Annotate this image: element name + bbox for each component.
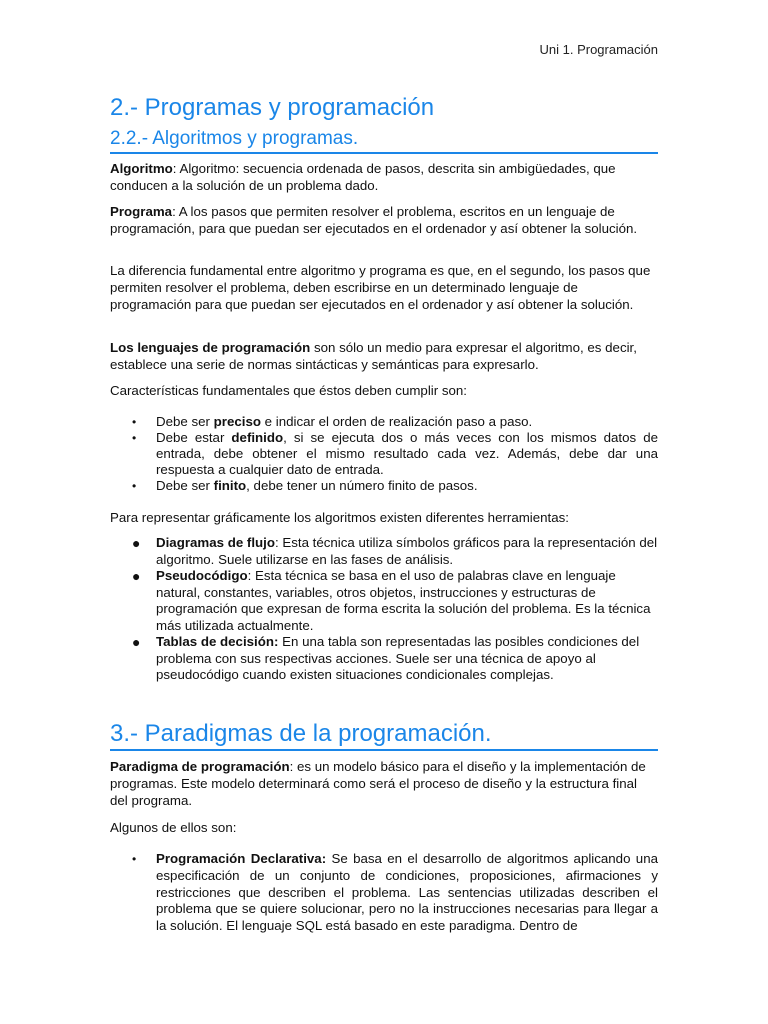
list-item	[110, 478, 658, 494]
running-header: Uni 1. Programación	[539, 42, 658, 57]
item-term: Pseudocódigo	[156, 568, 248, 583]
list-item	[110, 535, 658, 568]
bullet-icon: ●	[132, 568, 141, 584]
text-programa: : A los pasos que permiten resolver el problema, escritos en un lenguaje de programación, para que puedan ser ejecutados en el ordenador y así obtener la solución.	[110, 204, 638, 236]
section-2-2-subtitle: 2.2.- Algoritmos y programas.	[110, 128, 658, 154]
paragraph-paradigma	[110, 758, 658, 809]
list-item	[110, 414, 658, 430]
caracteristicas-list	[110, 414, 658, 494]
term-programa: Programa	[110, 204, 173, 219]
item-post: , debe tener un número finito de pasos.	[246, 478, 478, 493]
text-algoritmo: : Algoritmo: secuencia ordenada de pasos, descrita sin ambigüedades, que conducen a la solución de un problema dado.	[110, 161, 616, 193]
item-term: Programación Declarativa:	[156, 851, 327, 866]
item-term: definido	[231, 430, 284, 445]
list-item	[110, 851, 658, 935]
section-3-title: 3.- Paradigmas de la programación.	[110, 720, 658, 751]
paradigmas-list	[110, 851, 658, 935]
bullet-icon: •	[132, 852, 137, 866]
item-text: Se basa en el desarrollo de algoritmos aplicando una especificación de un conjunto de condiciones, proposiciones, afirmaciones y restricciones que describen el problema. Las sentencias utilizadas describen el problema que se quiere solucionar, pero no la instrucciones necesarias para llegar a la solución. El lenguaje SQL está basado en este paradigma. Dentro de	[156, 851, 658, 934]
paragraph-caracteristicas-intro: Características fundamentales que éstos deben cumplir son:	[110, 383, 467, 398]
item-pre: Debe estar	[156, 430, 232, 445]
paragraph-lenguajes	[110, 339, 658, 373]
paragraph-algunos-intro: Algunos de ellos son:	[110, 820, 237, 835]
bullet-icon: •	[132, 415, 137, 429]
list-item	[110, 430, 658, 478]
text-paradigma: : es un modelo básico para el diseño y la implementación de programas. Este modelo determinará como será el proceso de diseño y la estructura final del programa.	[110, 759, 646, 808]
term-algoritmo: Algoritmo	[110, 161, 173, 176]
item-term: finito	[213, 478, 247, 493]
item-text: : Esta técnica se basa en el uso de palabras clave en lenguaje natural, constantes, variables, otros objetos, instrucciones y estructuras de programación que expresan de forma escrita la solución del problema. Es la técnica más utilizada actualmente.	[156, 568, 651, 633]
item-term: Tablas de decisión:	[156, 634, 279, 649]
term-paradigma: Paradigma de programación	[110, 759, 290, 774]
term-lenguajes: Los lenguajes de programación	[110, 340, 311, 355]
section-2-title: 2.- Programas y programación	[110, 94, 435, 121]
list-item	[110, 634, 658, 684]
bullet-icon: ●	[132, 535, 141, 551]
bullet-icon: •	[132, 479, 137, 493]
item-text: : Esta técnica utiliza símbolos gráficos para la representación del algoritmo. Suele utilizarse en las fases de análisis.	[156, 535, 658, 567]
item-text: En una tabla son representadas las posibles condiciones del problema con sus respectivas acciones. Suele ser una técnica de apoyo al pseudocódigo cuando existen situaciones condicionales complejas.	[156, 634, 640, 682]
bullet-icon: ●	[132, 634, 141, 650]
item-post: , si se ejecuta dos o más veces con los mismos datos de entrada, debe obtener el mismo resultado cada vez. Además, debe dar una respuesta a cualquier dato de entrada.	[156, 430, 658, 477]
paragraph-programa	[110, 203, 658, 237]
item-post: e indicar el orden de realización paso a paso.	[260, 414, 533, 429]
paragraph-diferencia: La diferencia fundamental entre algoritmo y programa es que, en el segundo, los pasos que permiten resolver el problema, deben escribirse en un determinado lenguaje de programación para que puedan ser ejecutados en el ordenador y así obtener la solución.	[110, 263, 651, 312]
item-pre: Debe ser	[156, 414, 214, 429]
paragraph-algoritmo	[110, 160, 658, 194]
list-item	[110, 568, 658, 634]
bullet-icon: •	[132, 431, 137, 445]
item-term: Diagramas de flujo	[156, 535, 275, 550]
text-lenguajes: son sólo un medio para expresar el algoritmo, es decir, establece una serie de normas sintácticas y semánticas para expresarlo.	[110, 340, 637, 372]
item-term: preciso	[213, 414, 261, 429]
paragraph-herramientas-intro: Para representar gráficamente los algoritmos existen diferentes herramientas:	[110, 510, 569, 525]
herramientas-list	[110, 535, 658, 684]
item-pre: Debe ser	[156, 478, 214, 493]
